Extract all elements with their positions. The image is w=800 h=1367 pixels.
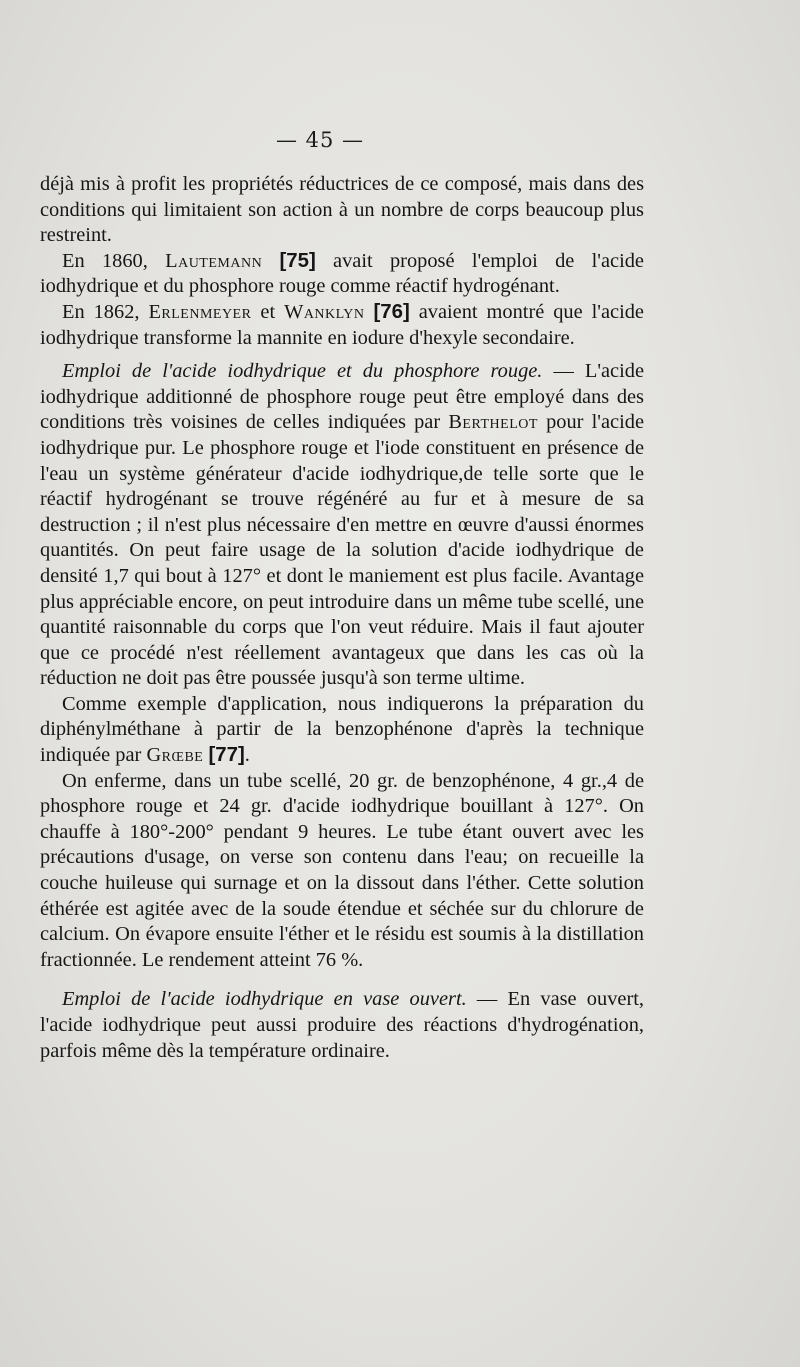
paragraph-continuation (40, 172, 644, 249)
section-heading: Emploi de l'acide iodhydrique en vase ouvert. (62, 988, 467, 1011)
paragraph-procedure (40, 769, 644, 974)
reference-number: [77] (208, 744, 245, 767)
reference-number: [75] (279, 249, 316, 272)
page-number: — 45 — (275, 128, 365, 152)
author-name: Grœbe (146, 744, 204, 767)
paragraph-text-before: En 1862, (62, 300, 149, 323)
paragraph-text: déjà mis à profit les propriétés réductrices de ce composé, mais dans des conditions qui limitaient son action à un nombre de corps beaucoup plus restreint. (40, 173, 644, 247)
section-heading: Emploi de l'acide iodhydrique et du phosphore rouge. (62, 360, 543, 383)
paragraph-text-middle: et (251, 300, 285, 323)
paragraph-text-after: . (244, 744, 250, 767)
paragraph-section-phosphore (40, 359, 644, 692)
paragraph-text: — En vase ouvert, l'acide iodhydrique peut aussi produire des réactions d'hydrogénation, parfois même dès la température ordinaire. (40, 988, 644, 1062)
paragraph-lautemann (40, 249, 644, 300)
author-name: Erlenmeyer (148, 300, 252, 323)
paragraph-text: — L'acide iodhydrique additionné de phosphore rouge peut être employé dans des conditions très voisines de celles indiquées par (40, 360, 645, 434)
paragraph-text-before: Comme exemple d'application, nous indiquerons la préparation du diphénylméthane à partir de la benzophénone d'après la technique indiquée par (40, 692, 644, 767)
paragraph-text-before: En 1860, (62, 249, 166, 272)
paragraph-erlenmeyer (40, 300, 644, 351)
reference-number: [76] (373, 300, 410, 323)
paragraph-example (40, 692, 644, 769)
author-name: Wanklyn (284, 300, 365, 323)
author-name: Lautemann (165, 249, 263, 272)
paragraph-text-after: avait proposé l'emploi de l'acide iodhydrique et du phosphore rouge comme réactif hydrogénant. (40, 249, 644, 298)
paragraph-text: On enferme, dans un tube scellé, 20 gr. de benzophénone, 4 gr.,4 de phosphore rouge et 24 gr. d'acide iodhydrique bouillant à 127°. On chauffe à 180°-200° pendant 9 heures. Le tube étant ouvert avec les précautions d'usage, on verse son contenu dans l'eau; on recueille la couche huileuse qui surnage et on la dissout dans l'éther. Cette solution éthérée est agitée avec de la soude étendue et séchée sur du chlorure de calcium. On évapore ensuite l'éther et le résidu est soumis à la distillation fractionnée. Le rendement atteint 76 %. (40, 769, 644, 971)
paragraph-text: pour l'acide iodhydrique pur. Le phosphore rouge et l'iode constituent en présence de l'eau un système générateur d'acide iodhydrique,de telle sorte que le réactif hydrogénant se trouve régénéré au fur et à mesure de sa destruction ; il n'est plus nécessaire d'en mettre en œuvre d'aussi énormes quantités. On peut faire usage de la solution d'acide iodhydrique de densité 1,7 qui bout à 127° et dont le maniement est plus facile. Avantage plus appréciable encore, on peut introduire dans un même tube scellé, une quantité raisonnable du corps que l'on veut réduire. Mais il faut ajouter que ce procédé n'est réellement avantageux que dans les cas où la réduction ne doit pas être poussée jusqu'à son terme ultime. (40, 411, 644, 690)
author-name: Berthelot (448, 411, 538, 434)
paragraph-text-after: avaient montré que l'acide iodhydrique transforme la mannite en iodure d'hexyle secondaire. (40, 300, 644, 349)
paragraph-section-vase-ouvert (40, 987, 644, 1064)
body-text (40, 172, 644, 1064)
